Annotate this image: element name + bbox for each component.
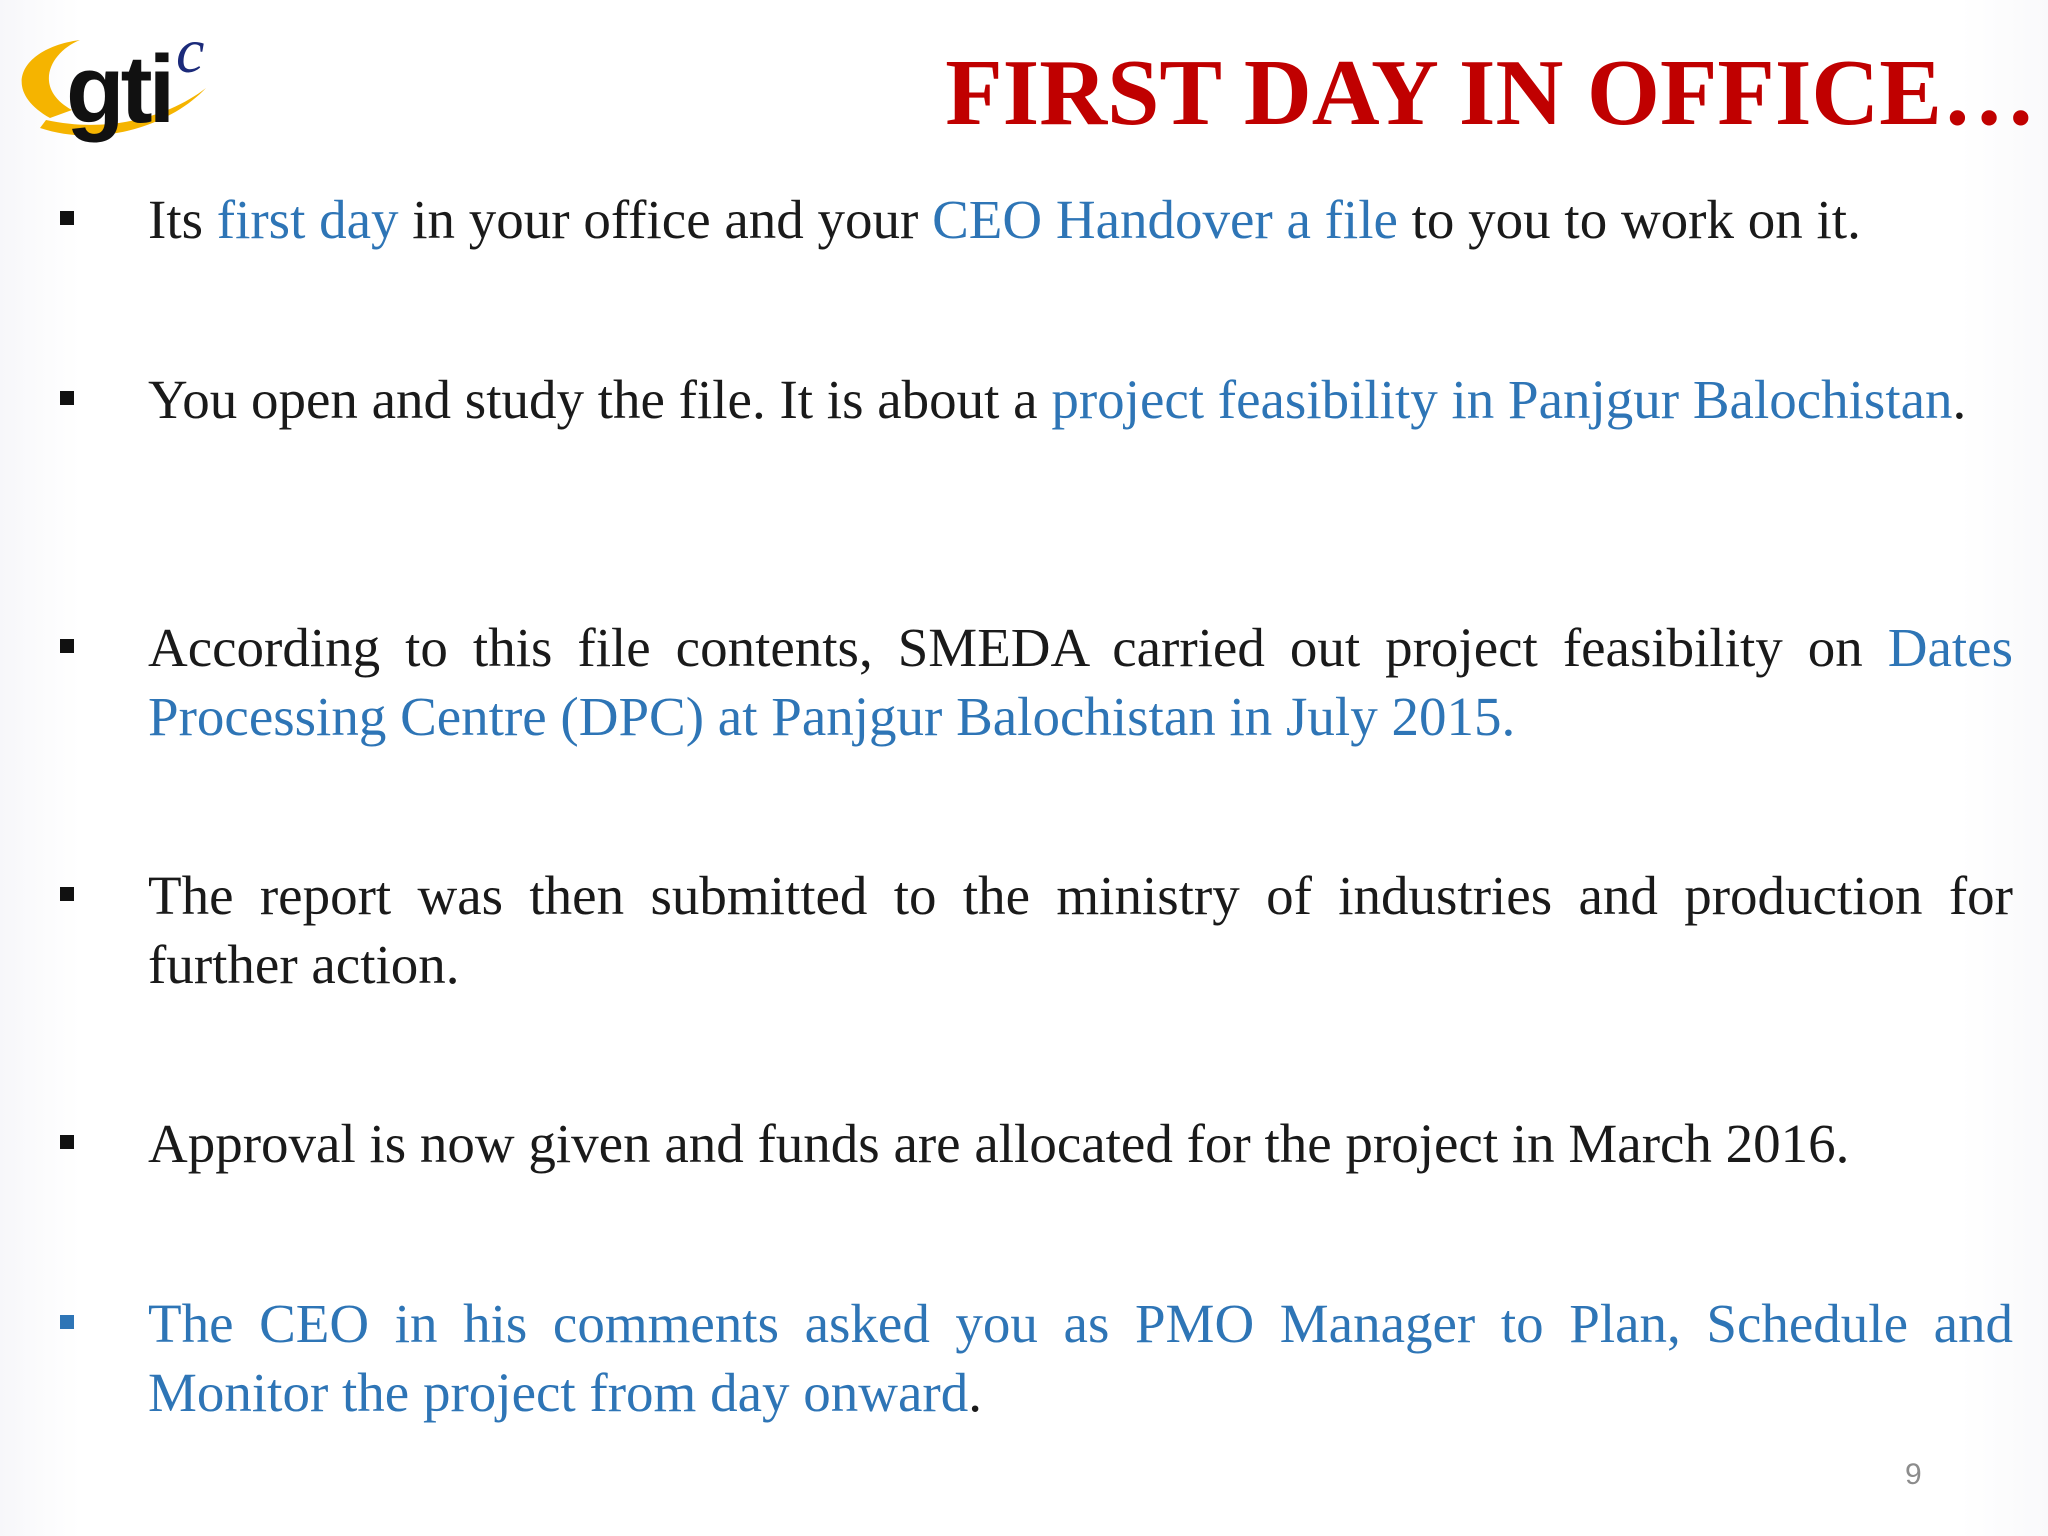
logo-letters: gti xyxy=(66,36,172,143)
slide-title: FIRST DAY IN OFFICE… xyxy=(945,41,2036,145)
page-number: 9 xyxy=(1905,1458,1922,1491)
bullet-text: . xyxy=(968,1362,982,1423)
bullet-item-ceo-comments xyxy=(148,1289,2013,1427)
bullet-text: Approval is now given and funds are allocated for the project in March 2016. xyxy=(148,1113,1850,1174)
bullet-square-icon xyxy=(60,1315,74,1329)
bullet-text: According to this file contents, SMEDA carried out project feasibility on xyxy=(148,617,1888,678)
bullet-text: Its xyxy=(148,189,217,250)
bullet-square-icon xyxy=(60,211,74,225)
bullet-item-approval xyxy=(148,1109,2013,1178)
bullet-square-icon xyxy=(60,639,74,653)
bullet-square-icon xyxy=(60,1135,74,1149)
bullet-text: . xyxy=(1952,369,1967,430)
bullet-highlight: CEO Handover a file xyxy=(932,189,1398,250)
bullet-highlight: Dates Processing Centre (DPC) at Panjgur Balochistan in July 2015. xyxy=(148,617,2013,747)
bullet-item-open-file xyxy=(148,365,2013,434)
bullet-square-icon xyxy=(60,391,74,405)
bullet-item-smeda xyxy=(148,613,2013,751)
bullet-text: to you to work on it. xyxy=(1397,189,1861,250)
bullet-highlight: project feasibility in Panjgur Balochistan xyxy=(1051,369,1953,430)
bullet-text: The report was then submitted to the ministry of industries and production for further action. xyxy=(148,865,2013,995)
gtic-logo xyxy=(10,10,230,150)
bullet-item-report xyxy=(148,861,2013,999)
bullet-item-first-day xyxy=(148,185,2013,254)
bullet-highlight: first day xyxy=(216,189,399,250)
bullet-square-icon xyxy=(60,887,74,901)
bullet-highlight: The CEO in his comments asked you as PMO Manager to Plan, Schedule and Monitor the project from day onward xyxy=(148,1293,2013,1423)
bullet-text: in your office and your xyxy=(398,189,933,250)
bullet-text: You open and study the file. It is about a xyxy=(148,369,1052,430)
logo-c-letter: c xyxy=(176,15,205,86)
